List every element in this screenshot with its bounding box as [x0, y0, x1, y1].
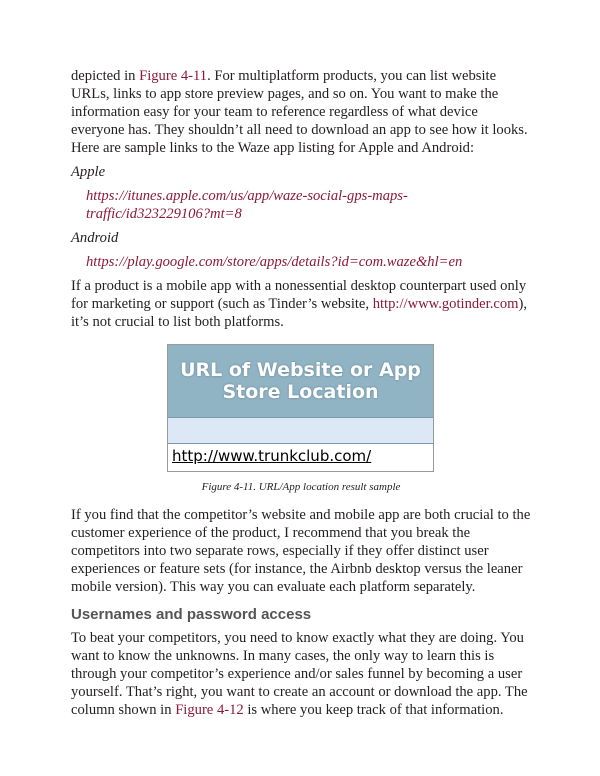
figure-band-row — [168, 417, 433, 444]
paragraph-access — [71, 629, 531, 719]
figure-caption: Figure 4-11. URL/App location result sample — [201, 481, 401, 493]
access-text-start: To beat your competitors, you need to know exactly what they are doing. You want to know the unknowns. In many cases, the only way to learn this is through your competitor’s experience and/or sales funnel by becoming a user yourself. That’s right, you want to create an account or download the app. The column shown in — [71, 630, 528, 718]
figure-4-11-link[interactable]: Figure 4-11 — [139, 68, 208, 84]
tinder-text-end: ), it’s not crucial to list both platforms. — [71, 296, 528, 330]
android-definition — [86, 253, 531, 271]
page-content — [71, 67, 531, 719]
android-term: Android — [71, 230, 119, 246]
figure-url-text: http://www.trunkclub.com/ — [172, 447, 372, 465]
figure-url-cell — [168, 444, 433, 465]
intro-text-start: depicted in — [71, 68, 140, 84]
figure-4-11 — [167, 344, 434, 472]
paragraph-intro — [71, 67, 531, 157]
access-text-end: is where you keep track of that information. — [243, 702, 504, 718]
tinder-text-start: If a product is a mobile app with a nonessential desktop counterpart used only for marketing or support (such as Tinder’s website, — [71, 278, 527, 312]
paragraph-tinder — [71, 277, 531, 331]
intro-text-end: . For multiplatform products, you can list website URLs, links to app store preview pages, and so on. You want to make the information easy for your team to reference regardless of what device everyone has. They shouldn’t all need to download an app to see how it looks. Here are sample links to the Waze app listing for Apple and Android: — [71, 68, 528, 156]
figure-4-12-link[interactable]: Figure 4-12 — [175, 702, 244, 718]
paragraph-platforms: If you find that the competitor’s website and mobile app are both crucial to the customer experience of the product, I recommend that you break the competitors into two separate rows, especially if they offer distinct user experiences or feature sets (for instance, the Airbnb desktop versus the leaner mobile version). This way you can evaluate each platform separately. — [71, 507, 531, 595]
figure-column-header: URL of Website or App Store Location — [168, 345, 433, 417]
section-heading: Usernames and password access — [71, 606, 312, 623]
gotinder-link[interactable]: http://www.gotinder.com — [372, 296, 519, 312]
apple-url-link[interactable]: https://itunes.apple.com/us/app/waze-social-gps-maps-traffic/id323229106?mt=8 — [86, 188, 408, 222]
apple-definition — [86, 187, 531, 223]
android-url-link[interactable]: https://play.google.com/store/apps/details?id=com.waze&hl=en — [86, 254, 463, 270]
apple-term: Apple — [71, 164, 106, 180]
